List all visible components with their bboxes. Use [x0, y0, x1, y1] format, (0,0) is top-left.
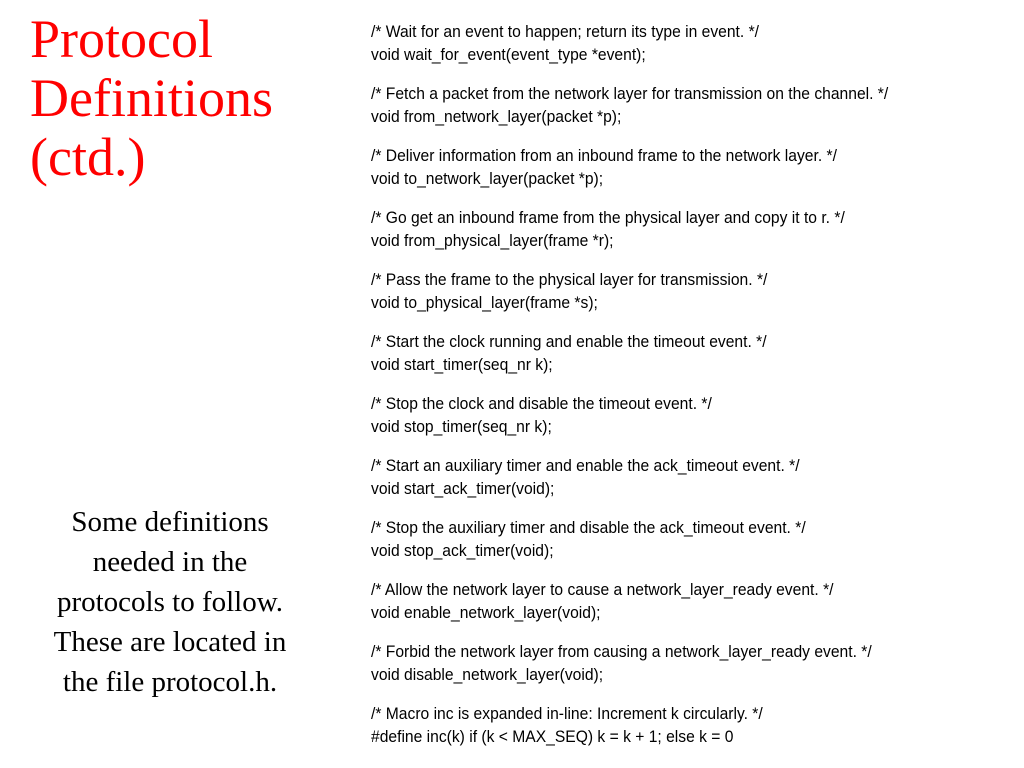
code-comment: /* Start an auxiliary timer and enable the ack_timeout event. */ [371, 456, 800, 475]
code-entry [371, 392, 1011, 454]
slide-caption [20, 502, 320, 702]
code-comment: /* Allow the network layer to cause a network_layer_ready event. */ [371, 580, 834, 599]
title-line: (ctd.) [30, 127, 146, 187]
code-comment: /* Deliver information from an inbound frame to the network layer. */ [371, 146, 837, 165]
code-entry [371, 702, 1011, 764]
code-declaration: void stop_ack_timer(void); [371, 541, 554, 560]
code-declaration: #define inc(k) if (k < MAX_SEQ) k = k + 1; else k = 0 [371, 727, 734, 746]
code-entry [371, 206, 1011, 268]
code-comment: /* Stop the clock and disable the timeout event. */ [371, 394, 712, 413]
code-listing [371, 20, 1011, 764]
code-declaration: void start_timer(seq_nr k); [371, 355, 553, 374]
code-declaration: void start_ack_timer(void); [371, 479, 555, 498]
code-comment: /* Fetch a packet from the network layer for transmission on the channel. */ [371, 84, 889, 103]
code-entry [371, 82, 1011, 144]
code-entry [371, 578, 1011, 640]
title-line: Protocol [30, 9, 213, 69]
code-comment: /* Go get an inbound frame from the physical layer and copy it to r. */ [371, 208, 845, 227]
code-comment: /* Macro inc is expanded in-line: Increment k circularly. */ [371, 704, 763, 723]
code-entry [371, 330, 1011, 392]
code-entry [371, 516, 1011, 578]
code-comment: /* Wait for an event to happen; return its type in event. */ [371, 22, 760, 41]
caption-line: the file protocol.h. [62, 666, 278, 698]
caption-line: Some definitions [71, 506, 269, 538]
caption-line: These are located in [53, 626, 287, 658]
code-entry [371, 144, 1011, 206]
code-comment: /* Stop the auxiliary timer and disable the ack_timeout event. */ [371, 518, 806, 537]
caption-line: needed in the [92, 546, 248, 578]
code-comment: /* Start the clock running and enable the timeout event. */ [371, 332, 767, 351]
code-declaration: void from_physical_layer(frame *r); [371, 231, 614, 250]
code-comment: /* Pass the frame to the physical layer for transmission. */ [371, 270, 768, 289]
title-line: Definitions [30, 68, 273, 128]
code-entry [371, 20, 1011, 82]
code-declaration: void to_network_layer(packet *p); [371, 169, 604, 188]
code-declaration: void enable_network_layer(void); [371, 603, 601, 622]
code-declaration: void wait_for_event(event_type *event); [371, 45, 646, 64]
code-declaration: void disable_network_layer(void); [371, 665, 604, 684]
code-declaration: void to_physical_layer(frame *s); [371, 293, 598, 312]
code-comment: /* Forbid the network layer from causing a network_layer_ready event. */ [371, 642, 872, 661]
code-declaration: void from_network_layer(packet *p); [371, 107, 622, 126]
code-entry [371, 640, 1011, 702]
code-declaration: void stop_timer(seq_nr k); [371, 417, 552, 436]
slide-title [30, 10, 350, 187]
code-entry [371, 454, 1011, 516]
code-entry [371, 268, 1011, 330]
caption-line: protocols to follow. [56, 586, 284, 618]
